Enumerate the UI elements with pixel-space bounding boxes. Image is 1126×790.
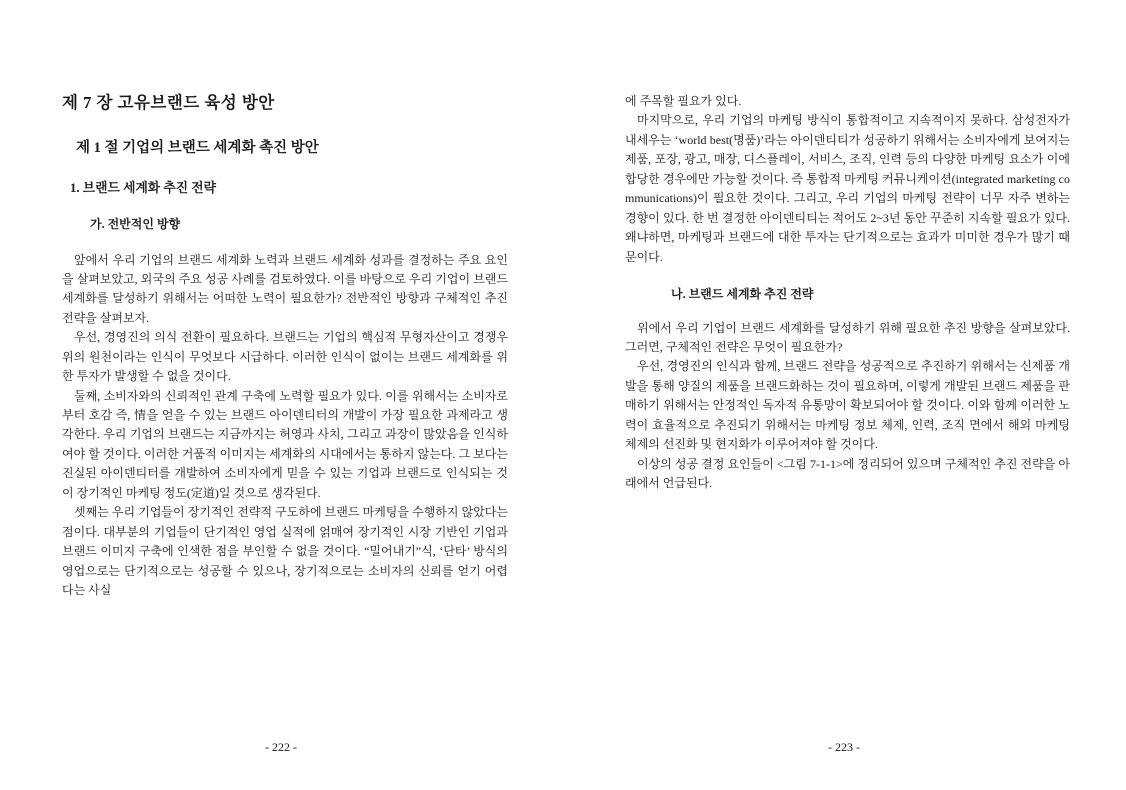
- page-number-left: - 222 -: [265, 740, 297, 754]
- paragraph: 셋째는 우리 기업들이 장기적인 전략적 구도하에 브랜드 마케팅을 수행하지 않았다는 점이다. 대부분의 기업들이 단기적인 영업 실적에 얽매여 장기적인 시장 기반인 기업과 브랜드 이미지 구축에 인색한 점을 부인할 수 없을 것이다. “밀어내기”식, ‘단타’ 방식의 영업으로는 단기적으로는 성공할 수 있으나, 장기적으로는 소비자의 신뢰를 얻기 어렵다는 사실: [62, 505, 508, 597]
- section-title: 제 1 절 기업의 브랜드 세계화 촉진 방안: [76, 140, 319, 157]
- paragraph: 우선, 경영진의 인식과 함께, 브랜드 전략을 성공적으로 추진하기 위해서는 신제품 개발을 통해 양질의 제품을 브랜드화하는 것이 필요하며, 이렇게 개발된 브랜드 제품을 판매하기 위해서는 안정적인 독자적 유통망이 확보되어야 할 것이다. 이와 함께 이러한 노력이 효율적으로 추진되기 위해서는 마케팅 정보 체제, 인력, 조직 면에서 해외 마케팅 체제의 선진화 및 현지화가 이루어져야 할 것이다.: [625, 359, 1070, 452]
- paragraph: 이상의 성공 결정 요인들이 <그림 7-1-1>에 정리되어 있으며 구체적인 추진 전략을 아래에서 언급된다.: [625, 456, 1070, 491]
- page-footer: [0, 740, 1126, 760]
- chapter-title: 제 7 장 고유브랜드 육성 방안: [62, 93, 275, 112]
- item-title-a: 가. 전반적인 방향: [90, 216, 181, 231]
- paragraph: 둘째, 소비자와의 신뢰적인 관계 구축에 노력할 필요가 있다. 이를 위해서는 소비자로부터 호감 즉, 情을 얻을 수 있는 브랜드 아이덴티터의 개발이 가장 필요한 과제라고 생각한다. 우리 기업의 브랜드는 지금까지는 허영과 사치, 그리고 과장이 많았음을 인식하여야 할 것이다. 이러한 거품적 이미지는 세계화의 시대에서는 통하지 않는다. 그 보다는 진실된 아이덴티터를 개발하여 소비자에게 믿을 수 있는 기업과 브랜드로 인식되는 것이 장기적인 마케팅 정도(定道)일 것으로 생각된다.: [62, 388, 508, 500]
- paragraph: 위에서 우리 기업이 브랜드 세계화를 달성하기 위해 필요한 추진 방향을 살펴보았다. 그러면, 구체적인 전략은 무엇이 필요한가?: [625, 320, 1070, 354]
- subsection-title: 1. 브랜드 세계화 추진 전략: [70, 181, 217, 196]
- paragraph: 마지막으로, 우리 기업의 마케팅 방식이 통합적이고 지속적이지 못하다. 삼성전자가 내세우는 ‘world best(명품)’라는 아이덴티티가 성공하기 위해서는 소비자에게 보여지는 제품, 포장, 광고, 매장, 디스플레이, 서비스, 조직, 인력 등의 다양한 마케팅 요소가 이에 합당한 경우에만 가능할 것이다. 즉 통합적 마케팅 커뮤니케이션(integrated marketing communications)이 필요한 것이다. 그리고, 우리 기업의 마케팅 전략이 너무 자주 변하는 경향이 있다. 한 번 결정한 아이덴티티는 적어도 2~3년 동안 꾸준히 지속할 필요가 있다. 왜냐하면, 마케팅과 브랜드에 대한 투자는 단기적으로는 효과가 미미한 경우가 많기 때문이다.: [625, 113, 1070, 264]
- two-column-layout: [0, 92, 1126, 722]
- paragraph: 앞에서 우리 기업의 브랜드 세계화 노력과 브랜드 세계화 성과를 결정하는 주요 요인을 살펴보았고, 외국의 주요 성공 사례를 검토하였다. 이를 바탕으로 우리 기업이 브랜드 세계화를 달성하기 위해서는 어떠한 노력이 필요한가? 전반적인 방향과 구체적인 추진 전략을 살펴보자.: [62, 252, 508, 325]
- left-page-column: [0, 92, 563, 722]
- right-page-column: [563, 92, 1126, 722]
- page-number-right: - 223 -: [828, 740, 860, 754]
- paragraph: 에 주목할 필요가 있다.: [625, 94, 742, 108]
- item-title-b: 나. 브랜드 세계화 추진 전략: [671, 286, 814, 301]
- paragraph: 우선, 경영진의 의식 전환이 필요하다. 브랜드는 기업의 핵심적 무형자산이고 경쟁우위의 원천이라는 인식이 무엇보다 시급하다. 이러한 인식이 없이는 브랜드 세계화를 위한 투자가 발생할 수 없을 것이다.: [62, 330, 508, 384]
